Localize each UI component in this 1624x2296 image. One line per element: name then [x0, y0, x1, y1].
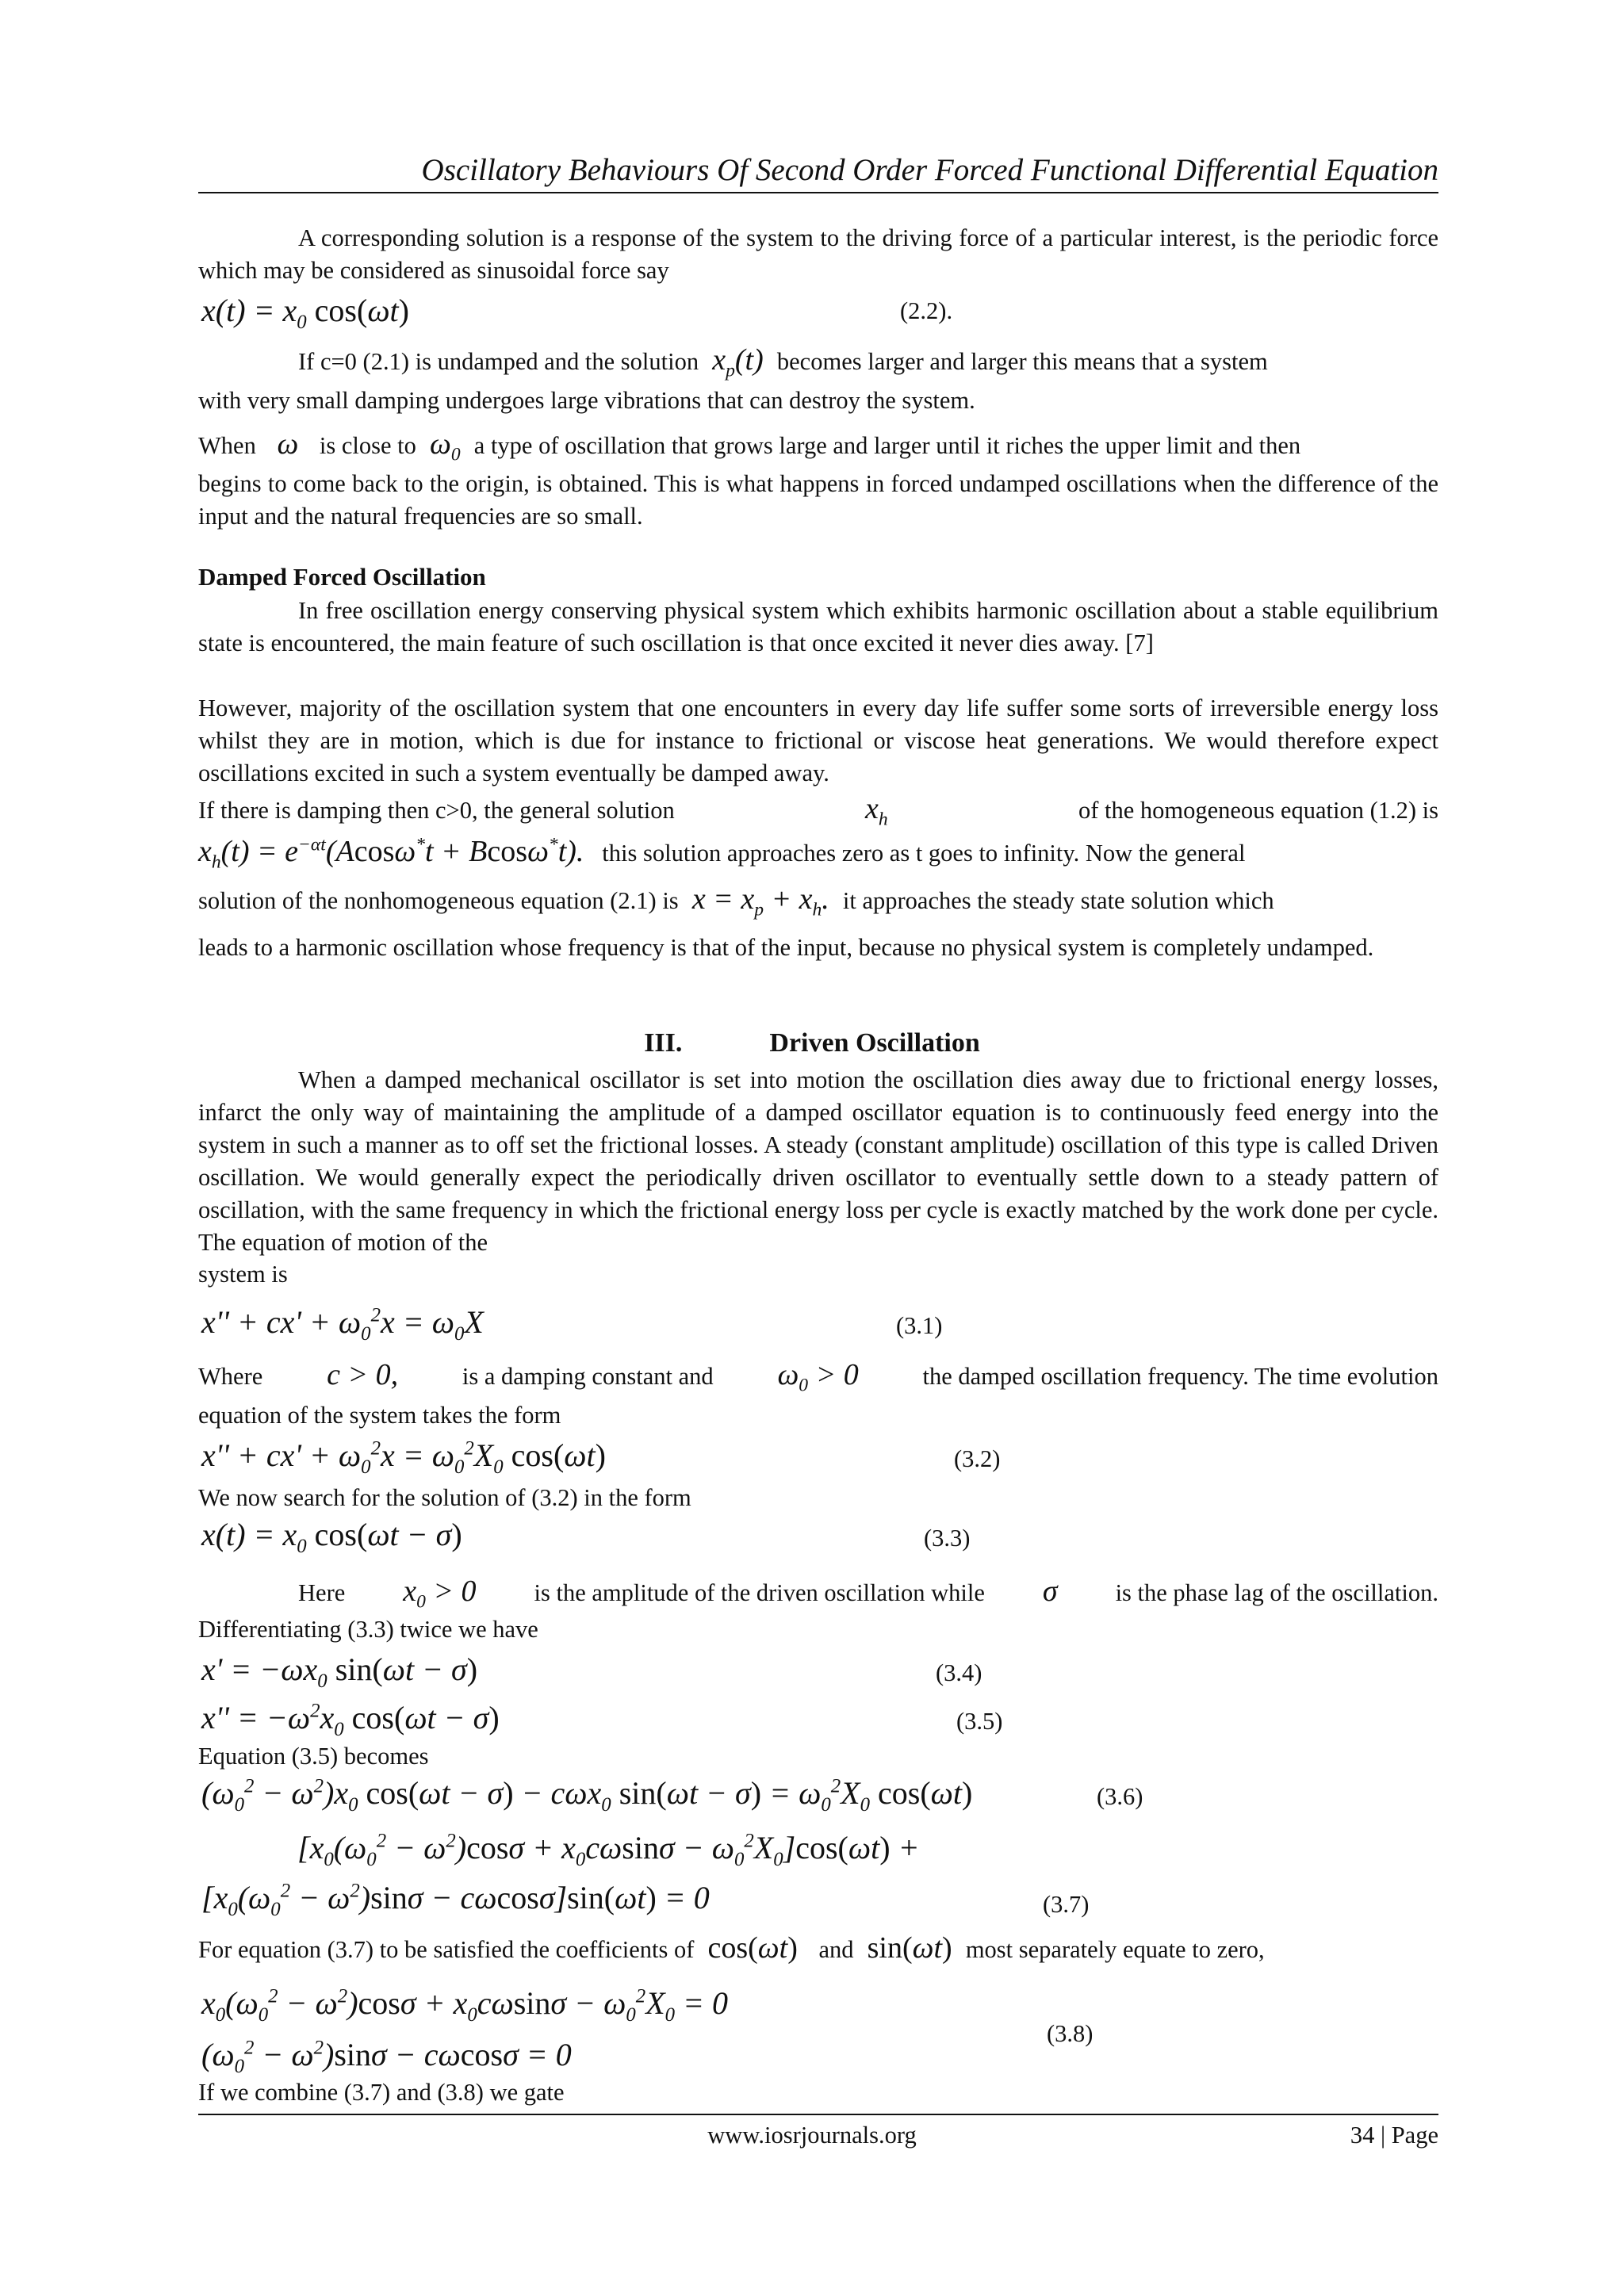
paragraph-coefficients: For equation (3.7) to be satisfied the coefficients of cos(ωt) and sin(ωt) most separately equate to zero, — [198, 1931, 1265, 1965]
equation-number-3-8: (3.8) — [1047, 2020, 1094, 2047]
paragraph-energy-loss: However, majority of the oscillation system that one encounters in every day life suffer some sorts of irreversible energy loss whilst they are in motion, which is due for instance to frictional or viscose heat generations. We would therefore expect oscillations excited in such a system eventually be damped away. — [198, 695, 1438, 786]
paragraph-search: We now search for the solution of (3.2) in the form — [198, 1484, 691, 1511]
paragraph-damping-line3: solution of the nonhomogeneous equation (2.1) is $x = x_p + x_h$. it approaches the steady state solution which — [198, 882, 1274, 920]
equation-number-3-5: (3.5) — [956, 1708, 1003, 1735]
footer-rule — [198, 2114, 1438, 2115]
equation-3-5: $x'' = -\omega^2x_0$ cos(ωt − σ) — [201, 1700, 500, 1740]
header-rule — [198, 192, 1438, 193]
equation-3-4: $x' = -\omega x_0$ sin(ωt − σ) — [201, 1651, 478, 1692]
paragraph-damping-line4: leads to a harmonic oscillation whose frequency is that of the input, because no physical system is completely undamped. — [198, 934, 1374, 961]
paragraph-undamped-line2: with very small damping undergoes large vibrations that can destroy the system. — [198, 387, 975, 414]
equation-3-8-line1: $x_0(\omega_0^2 - \omega^2)\cos\sigma + x_0c\omega\sin\sigma - \omega_0^2X_0 = 0$ — [201, 1985, 729, 2026]
equation-3-2: $x'' + cx' + \omega_0^2x = \omega_0^2X_0$ cos(ωt) — [201, 1437, 606, 1478]
paragraph-resonance-rest: begins to come back to the origin, is obtained. This is what happens in forced undamped oscillations when the difference of the input and the natural frequencies are so small. — [198, 470, 1438, 530]
heading-damped-forced: Damped Forced Oscillation — [198, 563, 486, 591]
paragraph-combine: If we combine (3.7) and (3.8) we gate — [198, 2079, 565, 2106]
paragraph-equation-becomes: Equation (3.5) becomes — [198, 1743, 429, 1770]
equation-number-2-2: (2.2). — [900, 297, 953, 324]
equation-number-3-3: (3.3) — [924, 1525, 971, 1552]
equation-3-6: $(\omega_0^2 - \omega^2)x_0$ cos(ωt − σ) − cωx$_0$ $\sin(\omega t - \sigma) = \omega_0^2X_0$ cos(ωt) — [201, 1775, 973, 1816]
equation-3-1: $x'' + cx' + \omega_0^2x = \omega_0X$ — [201, 1304, 484, 1345]
equation-number-3-1: (3.1) — [896, 1312, 943, 1339]
paragraph-where-line1: Where c > 0, is a damping constant and $\omega_0 > 0$ the damped oscillation frequency. The time evolution — [198, 1358, 1438, 1396]
equation-3-7-line2: $[x_0(\omega_0^2 - \omega^2)\sin\sigma - c\omega\cos\sigma]\sin(\omega t) = 0$ — [201, 1880, 710, 1920]
footer-url: www.iosrjournals.org — [707, 2122, 917, 2149]
equation-number-3-2: (3.2) — [954, 1445, 1001, 1472]
paragraph-where-line2: equation of the system takes the form — [198, 1402, 561, 1429]
equation-3-7-line1: $[x_0(\omega_0^2 - \omega^2)\cos\sigma + x_0c\omega\sin\sigma - \omega_0^2X_0]\cos(\omega t)$ + — [297, 1830, 920, 1870]
equation-3-3: $x(t) = x_0$ cos(ωt − σ) — [201, 1517, 462, 1557]
section-heading-driven: III. Driven Oscillation — [644, 1028, 980, 1058]
paragraph-here-line1: Here $x_0 > 0$ is the amplitude of the driven oscillation while σ is the phase lag of the oscillation. — [298, 1575, 1438, 1613]
paragraph-differentiating: Differentiating (3.3) twice we have — [198, 1616, 538, 1643]
paragraph-resonance-line1: When ω is close to $\omega_0$ a type of oscillation that grows large and larger until it riches the upper limit and then — [198, 427, 1301, 465]
paragraph-intro: A corresponding solution is a response of the system to the driving force of a particular interest, is the periodic force which may be considered as sinusoidal force say — [198, 224, 1438, 284]
equation-number-3-6: (3.6) — [1097, 1783, 1143, 1810]
equation-3-8-line2: $(\omega_0^2 - \omega^2)\sin\sigma - c\omega\cos\sigma = 0$ — [201, 2037, 572, 2077]
homogeneous-solution-math: $x_h(t) = e^{-\alpha t}(Acos\omega^*t + Bcos\omega^*t)$. — [198, 834, 584, 873]
footer-page-number: 34 | Page — [1350, 2122, 1438, 2149]
paragraph-damping-line2: $x_h(t) = e^{-\alpha t}(Acos\omega^*t + Bcos\omega^*t)$. this solution approaches zero as t goes to infinity. Now the general — [198, 834, 1246, 873]
paragraph-driven: When a damped mechanical oscillator is set into motion the oscillation dies away due to frictional energy losses, infarct the only way of maintaining the amplitude of a damped oscillator equation is to continuously feed energy into the system in such a manner as to off set the frictional losses. A steady (constant amplitude) oscillation of this type is called Driven oscillation. We would generally expect the periodically driven oscillator to eventually settle down to a steady pattern of oscillation, with the same frequency in which the frictional energy loss per cycle is exactly matched by the work done per cycle. The equation of motion of the — [198, 1066, 1438, 1256]
paragraph-damping-line1: If there is damping then c>0, the general solution $x_h$ of the homogeneous equation (1.2) is — [198, 792, 1438, 830]
xp-of-t-math: $x_p(t)$ — [704, 343, 772, 381]
equation-number-3-4: (3.4) — [936, 1659, 982, 1686]
paragraph-free-oscillation: In free oscillation energy conserving physical system which exhibits harmonic oscillation about a stable equilibrium state is encountered, the main feature of such oscillation is that once excited it never dies away. [7] — [198, 597, 1438, 656]
equation-2-2: $x(t) = x_0$ cos(ωt) — [201, 293, 409, 333]
running-header: Oscillatory Behaviours Of Second Order Forced Functional Differential Equation — [421, 153, 1438, 187]
equation-number-3-7: (3.7) — [1043, 1891, 1090, 1918]
paragraph-undamped-line1: If c=0 (2.1) is undamped and the solution $x_p(t)$ becomes larger and larger this means that a system — [298, 343, 1268, 381]
paragraph-driven-end: system is — [198, 1261, 288, 1288]
